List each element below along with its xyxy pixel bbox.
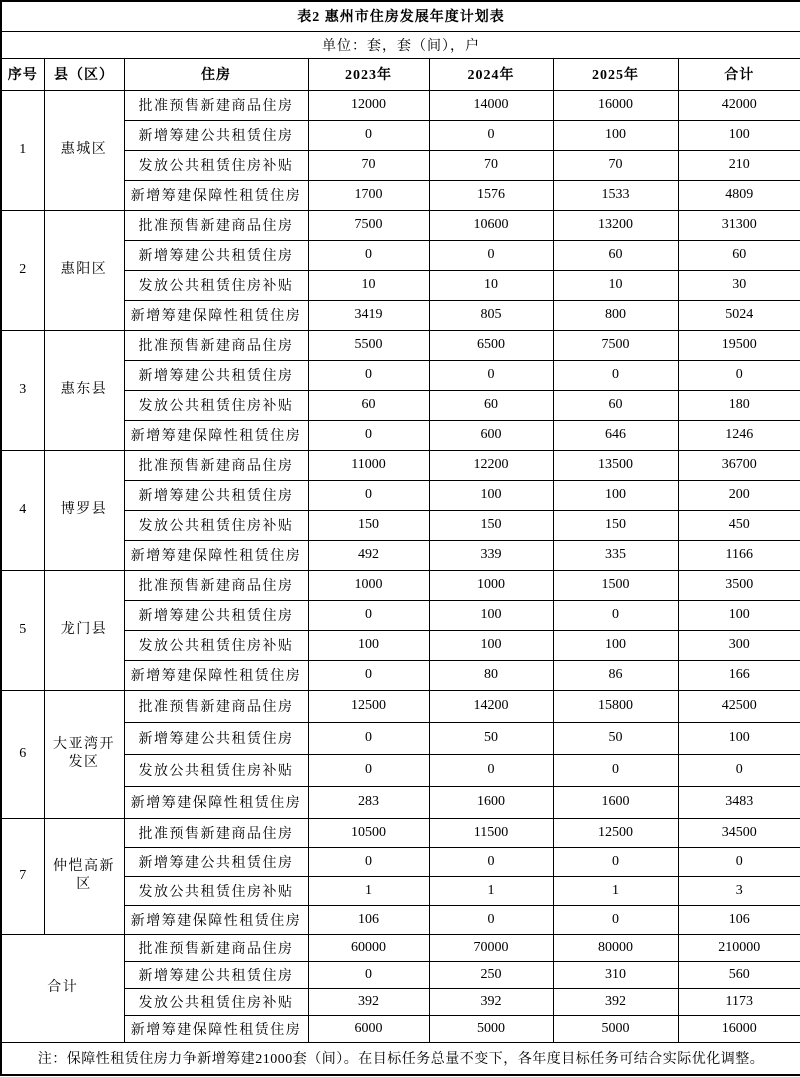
district-name: 惠东县 [44,330,124,450]
value-cell: 10500 [308,818,429,847]
value-cell: 42500 [678,690,800,722]
housing-category-label: 批准预售新建商品住房 [124,570,308,600]
value-cell: 16000 [553,90,678,120]
district-number: 4 [1,450,44,570]
value-cell: 100 [678,120,800,150]
value-cell: 12500 [553,818,678,847]
housing-category-label: 批准预售新建商品住房 [124,818,308,847]
footnote-row [1,1042,800,1075]
value-cell: 0 [678,360,800,390]
district-number: 7 [1,818,44,934]
total-value-cell: 1173 [678,988,800,1015]
value-cell: 1500 [553,570,678,600]
total-row [1,934,800,961]
housing-category-label: 发放公共租赁住房补贴 [124,754,308,786]
value-cell: 0 [429,905,553,934]
value-cell: 3 [678,876,800,905]
value-cell: 10 [429,270,553,300]
value-cell: 31300 [678,210,800,240]
table-title-row [1,1,800,31]
total-value-cell: 560 [678,961,800,988]
value-cell: 0 [429,847,553,876]
value-cell: 1 [553,876,678,905]
value-cell: 12500 [308,690,429,722]
total-value-cell: 0 [308,961,429,988]
housing-category-label: 批准预售新建商品住房 [124,210,308,240]
col-header-2025: 2025年 [553,58,678,90]
value-cell: 450 [678,510,800,540]
value-cell: 34500 [678,818,800,847]
district-name: 惠城区 [44,90,124,210]
housing-category-label: 新增筹建公共租赁住房 [124,360,308,390]
housing-category-label: 批准预售新建商品住房 [124,450,308,480]
value-cell: 1000 [429,570,553,600]
value-cell: 100 [678,722,800,754]
total-label: 合计 [1,934,124,1042]
value-cell: 60 [553,390,678,420]
value-cell: 60 [308,390,429,420]
value-cell: 150 [308,510,429,540]
value-cell: 70 [429,150,553,180]
total-value-cell: 60000 [308,934,429,961]
value-cell: 1 [429,876,553,905]
value-cell: 0 [308,847,429,876]
value-cell: 3500 [678,570,800,600]
value-cell: 3483 [678,786,800,818]
housing-category-label: 新增筹建公共租赁住房 [124,961,308,988]
housing-category-label: 新增筹建保障性租赁住房 [124,180,308,210]
value-cell: 805 [429,300,553,330]
housing-category-label: 新增筹建保障性租赁住房 [124,300,308,330]
value-cell: 80 [429,660,553,690]
value-cell: 1246 [678,420,800,450]
value-cell: 6500 [429,330,553,360]
value-cell: 70 [308,150,429,180]
value-cell: 100 [308,630,429,660]
value-cell: 5024 [678,300,800,330]
total-value-cell: 210000 [678,934,800,961]
value-cell: 11000 [308,450,429,480]
district-name: 仲恺高新区 [44,818,124,934]
total-value-cell: 80000 [553,934,678,961]
value-cell: 106 [678,905,800,934]
table-row [1,330,800,360]
value-cell: 70 [553,150,678,180]
value-cell: 0 [553,847,678,876]
value-cell: 0 [308,722,429,754]
value-cell: 10600 [429,210,553,240]
value-cell: 1533 [553,180,678,210]
housing-category-label: 发放公共租赁住房补贴 [124,270,308,300]
value-cell: 13500 [553,450,678,480]
value-cell: 0 [308,120,429,150]
unit-row [1,31,800,58]
col-header-seq: 序号 [1,58,44,90]
housing-category-label: 发放公共租赁住房补贴 [124,150,308,180]
value-cell: 100 [553,630,678,660]
total-value-cell: 250 [429,961,553,988]
value-cell: 210 [678,150,800,180]
table-row [1,450,800,480]
value-cell: 646 [553,420,678,450]
value-cell: 100 [429,630,553,660]
value-cell: 0 [308,754,429,786]
value-cell: 100 [553,480,678,510]
value-cell: 1576 [429,180,553,210]
value-cell: 14000 [429,90,553,120]
value-cell: 10 [553,270,678,300]
value-cell: 0 [429,240,553,270]
housing-category-label: 批准预售新建商品住房 [124,934,308,961]
district-number: 6 [1,690,44,818]
value-cell: 10 [308,270,429,300]
housing-category-label: 发放公共租赁住房补贴 [124,510,308,540]
footnote: 注：保障性租赁住房力争新增筹建21000套（间）。在目标任务总量不变下，各年度目标任务可结合实际优化调整。 [1,1042,800,1075]
col-header-total: 合计 [678,58,800,90]
district-name: 惠阳区 [44,210,124,330]
housing-category-label: 批准预售新建商品住房 [124,90,308,120]
value-cell: 0 [553,600,678,630]
housing-category-label: 新增筹建公共租赁住房 [124,722,308,754]
value-cell: 100 [429,600,553,630]
value-cell: 0 [553,360,678,390]
value-cell: 283 [308,786,429,818]
district-name: 博罗县 [44,450,124,570]
total-value-cell: 5000 [429,1015,553,1042]
col-header-district: 县（区） [44,58,124,90]
value-cell: 0 [429,754,553,786]
col-header-housing: 住房 [124,58,308,90]
value-cell: 492 [308,540,429,570]
value-cell: 0 [308,660,429,690]
housing-category-label: 批准预售新建商品住房 [124,330,308,360]
housing-category-label: 批准预售新建商品住房 [124,690,308,722]
value-cell: 0 [678,754,800,786]
housing-category-label: 新增筹建公共租赁住房 [124,600,308,630]
housing-category-label: 发放公共租赁住房补贴 [124,630,308,660]
table-row [1,570,800,600]
housing-category-label: 新增筹建公共租赁住房 [124,847,308,876]
value-cell: 0 [308,600,429,630]
value-cell: 0 [308,360,429,390]
value-cell: 1600 [429,786,553,818]
table-row [1,818,800,847]
housing-category-label: 新增筹建保障性租赁住房 [124,786,308,818]
value-cell: 0 [678,847,800,876]
district-number: 3 [1,330,44,450]
table-row [1,690,800,722]
value-cell: 19500 [678,330,800,360]
total-value-cell: 310 [553,961,678,988]
value-cell: 0 [429,360,553,390]
total-value-cell: 6000 [308,1015,429,1042]
housing-category-label: 新增筹建保障性租赁住房 [124,420,308,450]
value-cell: 13200 [553,210,678,240]
district-number: 1 [1,90,44,210]
housing-category-label: 发放公共租赁住房补贴 [124,390,308,420]
value-cell: 7500 [308,210,429,240]
value-cell: 1166 [678,540,800,570]
value-cell: 1000 [308,570,429,600]
district-name: 大亚湾开发区 [44,690,124,818]
table-body [1,90,800,1042]
value-cell: 106 [308,905,429,934]
housing-category-label: 新增筹建保障性租赁住房 [124,905,308,934]
value-cell: 50 [429,722,553,754]
unit-label: 单位：套，套（间），户 [1,31,800,58]
total-value-cell: 16000 [678,1015,800,1042]
value-cell: 0 [429,120,553,150]
page-title: 表2 惠州市住房发展年度计划表 [1,1,800,31]
value-cell: 0 [553,754,678,786]
value-cell: 150 [553,510,678,540]
value-cell: 335 [553,540,678,570]
value-cell: 11500 [429,818,553,847]
value-cell: 60 [429,390,553,420]
value-cell: 1600 [553,786,678,818]
value-cell: 300 [678,630,800,660]
housing-category-label: 新增筹建保障性租赁住房 [124,540,308,570]
housing-category-label: 新增筹建公共租赁住房 [124,240,308,270]
col-header-2024: 2024年 [429,58,553,90]
value-cell: 100 [553,120,678,150]
total-value-cell: 392 [429,988,553,1015]
table-row [1,90,800,120]
value-cell: 0 [308,480,429,510]
district-name: 龙门县 [44,570,124,690]
total-value-cell: 392 [553,988,678,1015]
value-cell: 12000 [308,90,429,120]
table-row [1,210,800,240]
value-cell: 4809 [678,180,800,210]
value-cell: 15800 [553,690,678,722]
value-cell: 150 [429,510,553,540]
value-cell: 60 [678,240,800,270]
value-cell: 7500 [553,330,678,360]
value-cell: 50 [553,722,678,754]
total-value-cell: 70000 [429,934,553,961]
value-cell: 180 [678,390,800,420]
housing-category-label: 新增筹建保障性租赁住房 [124,1015,308,1042]
value-cell: 1 [308,876,429,905]
value-cell: 600 [429,420,553,450]
value-cell: 166 [678,660,800,690]
value-cell: 12200 [429,450,553,480]
housing-category-label: 新增筹建保障性租赁住房 [124,660,308,690]
district-number: 2 [1,210,44,330]
value-cell: 800 [553,300,678,330]
value-cell: 100 [678,600,800,630]
value-cell: 1700 [308,180,429,210]
value-cell: 100 [429,480,553,510]
value-cell: 5500 [308,330,429,360]
value-cell: 339 [429,540,553,570]
value-cell: 42000 [678,90,800,120]
district-number: 5 [1,570,44,690]
column-header-row [1,58,800,90]
value-cell: 3419 [308,300,429,330]
total-value-cell: 5000 [553,1015,678,1042]
value-cell: 0 [553,905,678,934]
value-cell: 86 [553,660,678,690]
value-cell: 30 [678,270,800,300]
value-cell: 0 [308,420,429,450]
value-cell: 0 [308,240,429,270]
housing-category-label: 新增筹建公共租赁住房 [124,120,308,150]
value-cell: 200 [678,480,800,510]
housing-category-label: 发放公共租赁住房补贴 [124,988,308,1015]
value-cell: 14200 [429,690,553,722]
housing-category-label: 发放公共租赁住房补贴 [124,876,308,905]
col-header-2023: 2023年 [308,58,429,90]
value-cell: 36700 [678,450,800,480]
total-value-cell: 392 [308,988,429,1015]
value-cell: 60 [553,240,678,270]
housing-category-label: 新增筹建公共租赁住房 [124,480,308,510]
